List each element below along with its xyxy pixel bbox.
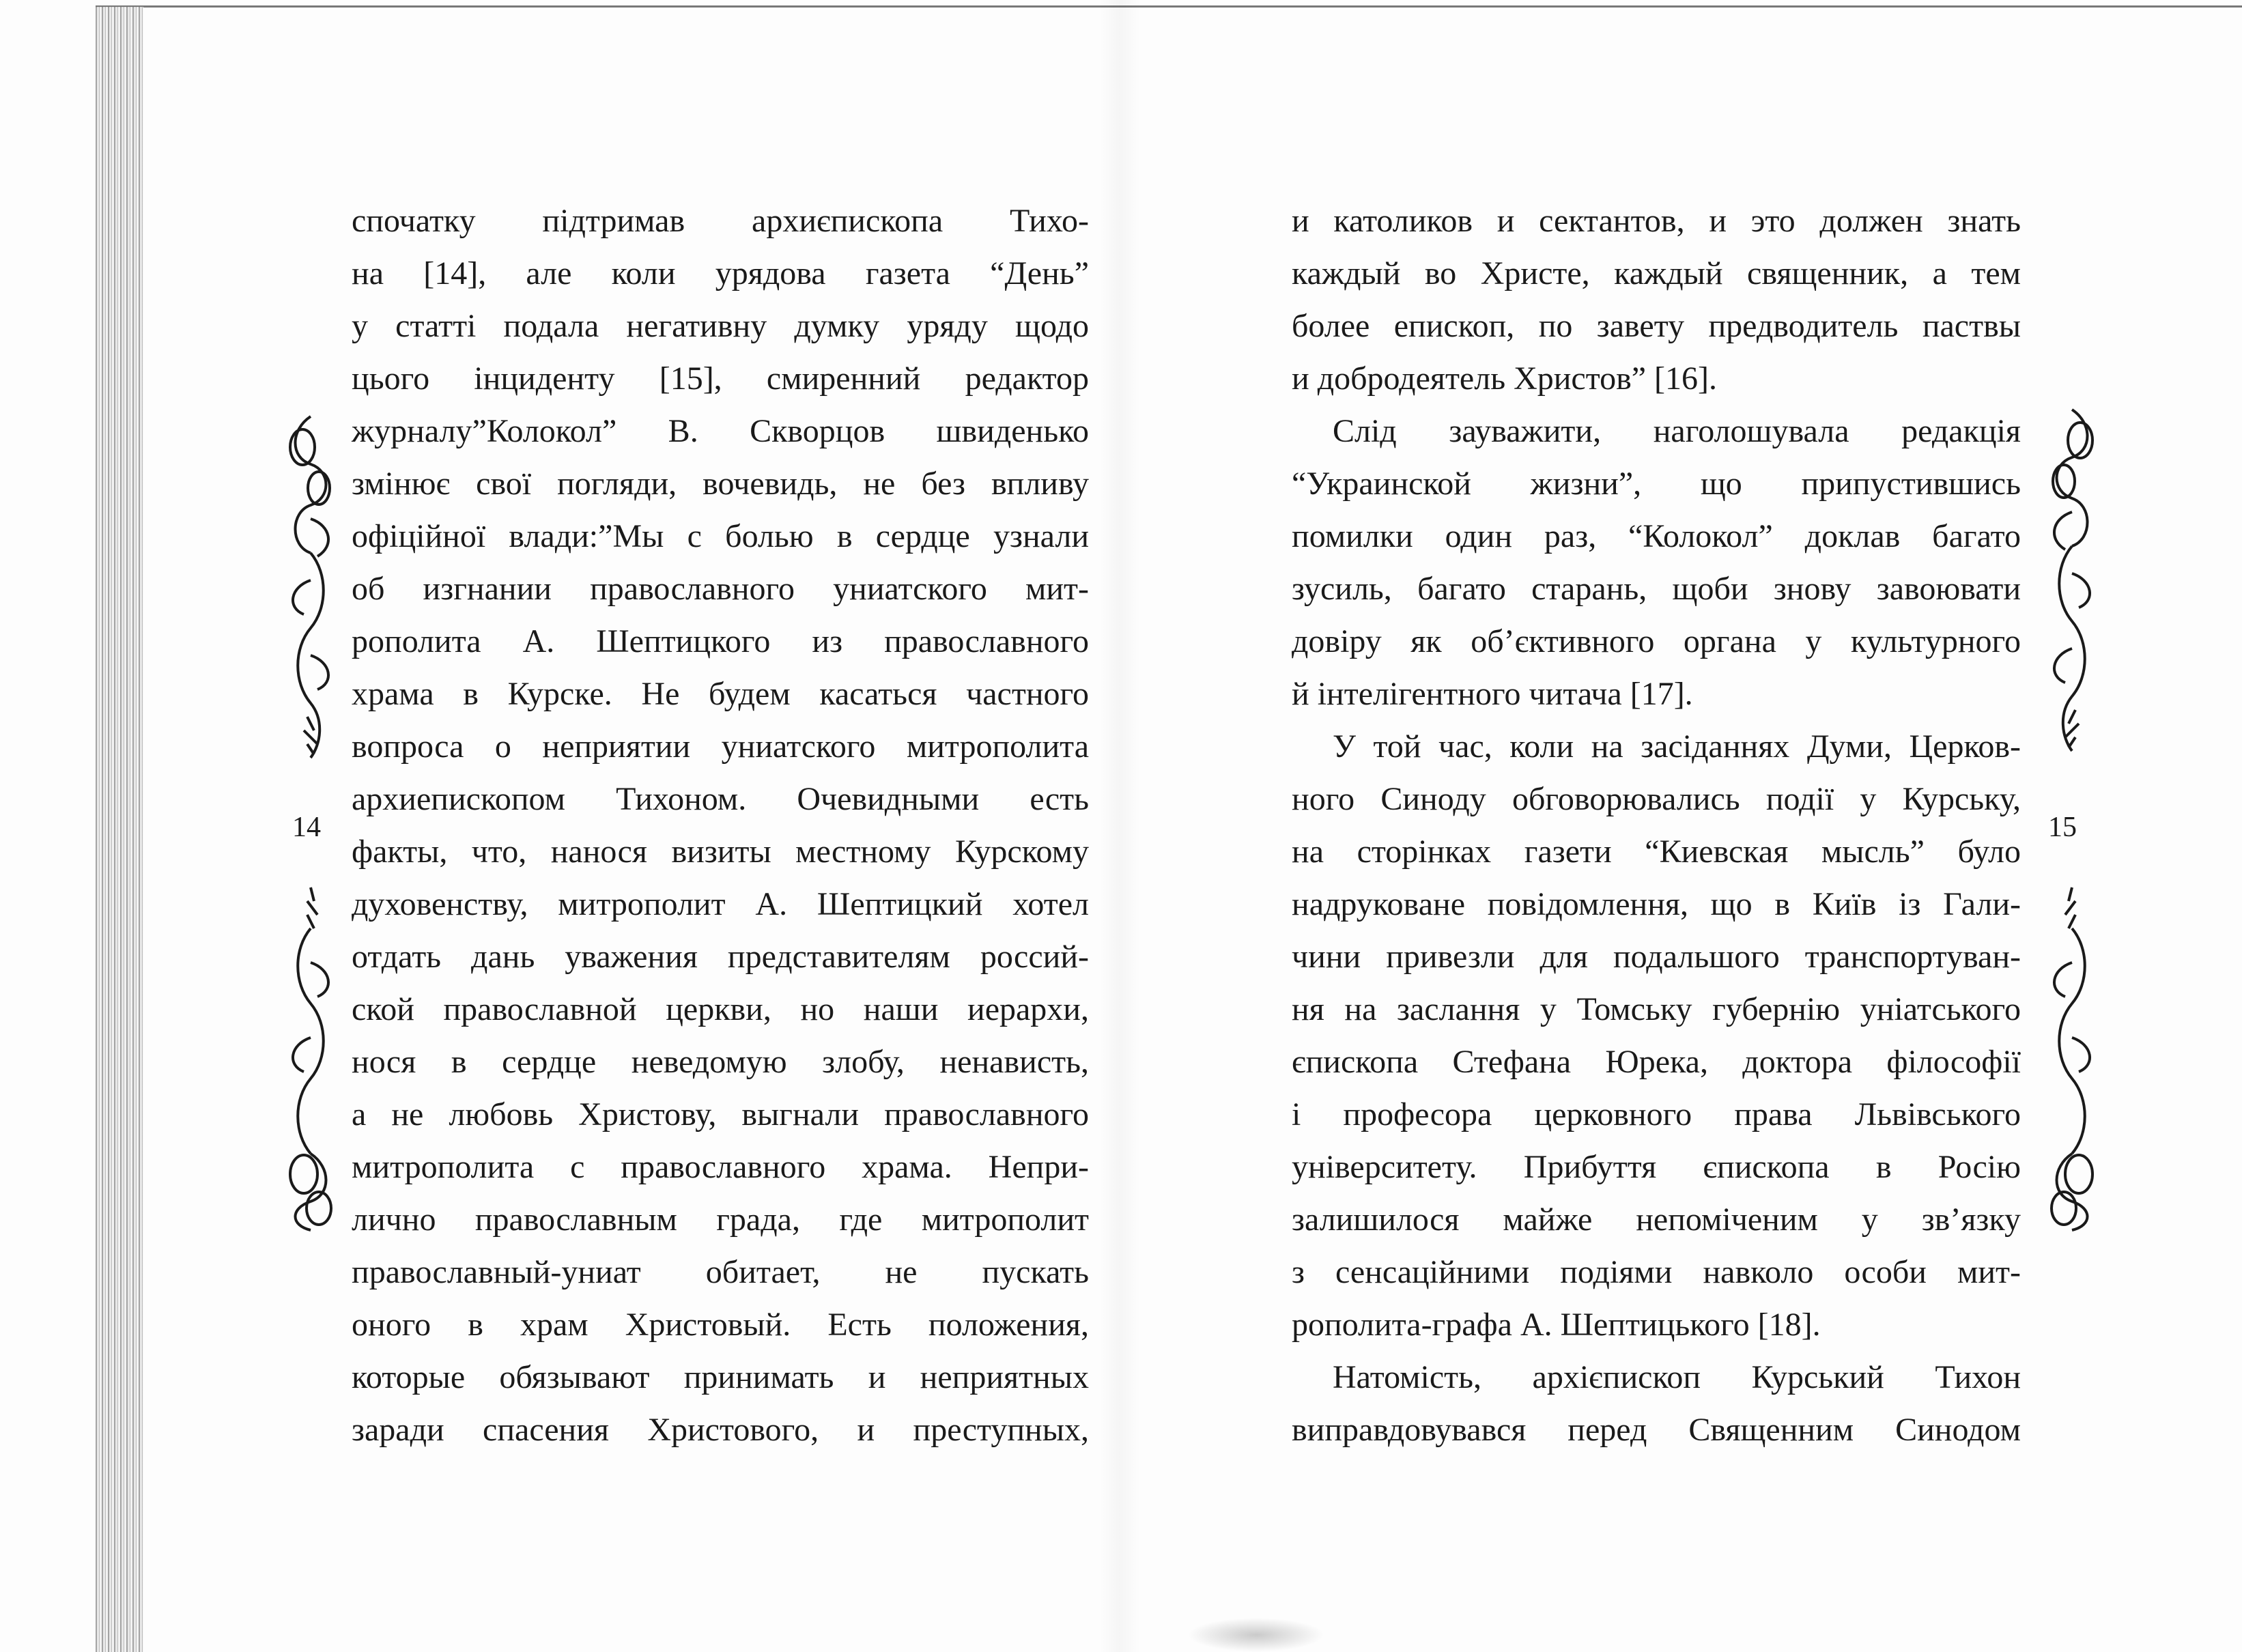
right-line-10: й інтелігентного читача [17]. [1292,676,1693,712]
right-line-16: ня на заслання у Томську губернію уніатського [1292,991,2021,1027]
left-line-24: заради спасения Христового, и преступных, [352,1412,1089,1448]
left-line-17: нося в сердце неведомую злобу, ненависть, [352,1044,1089,1080]
left-line-2: на [14], але коли урядова газета “День” [352,255,1089,291]
left-line-19: митрополита с православного храма. Непри- [352,1149,1089,1185]
left-line-10: храма в Курске. Не будем касаться частного [352,676,1089,712]
right-line-24: виправдовувався перед Священним Синодом [1292,1412,2021,1448]
left-line-11: вопроса о неприятии униатского митрополита [352,728,1089,765]
right-line-13: на сторінках газети “Киевская мысль” було [1292,834,2021,870]
right-line-1: и католиков и сектантов, и это должен знать [1292,203,2021,239]
left-line-9: рополита А. Шептицкого из православного [352,623,1089,659]
page-top-edge [96,5,2242,8]
right-line-6: “Украинской жизни”, що припустившись [1292,466,2021,502]
page-edge-stack [96,7,143,1652]
left-line-18: а не любовь Христову, выгнали православного [352,1096,1089,1133]
right-line-19: університету. Прибуття єпископа в Росію [1292,1149,2021,1185]
right-line-22: рополита-графа А. Шептицького [18]. [1292,1307,1821,1343]
left-line-20: лично православным града, где митрополит [352,1201,1089,1238]
floral-ornament-icon [2038,881,2106,1236]
left-line-6: змінює свої погляди, вочевидь, не без впливу [352,466,1089,502]
left-line-14: духовенству, митрополит А. Шептицкий хотел [352,886,1089,922]
left-line-3: у статті подала негативну думку уряду щодо [352,308,1089,344]
left-line-23: которые обязывают принимать и неприятных [352,1359,1089,1395]
right-line-23: Натомість, архієпископ Курський Тихон [1333,1359,2021,1395]
left-page-text [352,195,1089,1456]
gutter-shadow [1099,0,1140,1652]
right-line-5: Слід зауважити, наголошувала редакція [1333,413,2021,449]
right-page-text [1292,195,2021,1456]
right-line-7: помилки один раз, “Колокол” доклав багато [1292,518,2021,554]
floral-ornament-icon [276,410,345,765]
left-line-8: об изгнании православного униатского мит- [352,571,1089,607]
right-line-2: каждый во Христе, каждый священник, а тем [1292,255,2021,291]
floral-ornament-icon [2038,403,2106,758]
right-line-11: У той час, коли на засіданнях Думи, Церков- [1333,728,2021,765]
right-line-20: залишилося майже непоміченим у зв’язку [1292,1201,2021,1238]
left-line-5: журналу”Колокол” В. Скворцов швиденько [352,413,1089,449]
left-line-22: оного в храм Христовый. Есть положения, [352,1307,1089,1343]
right-line-14: надруковане повідомлення, що в Київ із Гали- [1292,886,2021,922]
right-line-3: более епископ, по завету предводитель паствы [1292,308,2021,344]
left-line-7: офіційної влади:”Мы с болью в сердце узнали [352,518,1089,554]
left-line-16: ской православной церкви, но наши иерархи, [352,991,1089,1027]
right-line-15: чини привезли для подальшого транспортуван- [1292,939,2021,975]
floral-ornament-icon [276,881,345,1236]
left-line-13: факты, что, нанося визиты местному Курскому [352,834,1089,870]
right-line-4: и добродеятель Христов” [16]. [1292,360,1718,397]
left-line-12: архиепископом Тихоном. Очевидными есть [352,781,1089,817]
left-line-21: православный-униат обитает, не пускать [352,1254,1089,1290]
left-line-4: цього інциденту [15], смиренний редактор [352,360,1089,397]
left-page-number: 14 [292,812,321,843]
right-line-18: і професора церковного права Львівського [1292,1096,2021,1133]
left-line-15: отдать дань уважения представителям россий- [352,939,1089,975]
left-line-1: спочатку підтримав архиєпископа Тихо- [352,203,1089,239]
right-line-9: довіру як об’єктивного органа у культурного [1292,623,2021,659]
right-line-17: єпископа Стефана Юрека, доктора філософії [1292,1044,2021,1080]
right-page-number: 15 [2048,812,2077,843]
right-line-21: з сенсаційними подіями навколо особи мит- [1292,1254,2021,1290]
scan-smudge [1188,1618,1324,1652]
right-line-8: зусиль, багато старань, щоби знову завоювати [1292,571,2021,607]
right-line-12: ного Синоду обговорювались події у Курську, [1292,781,2021,817]
